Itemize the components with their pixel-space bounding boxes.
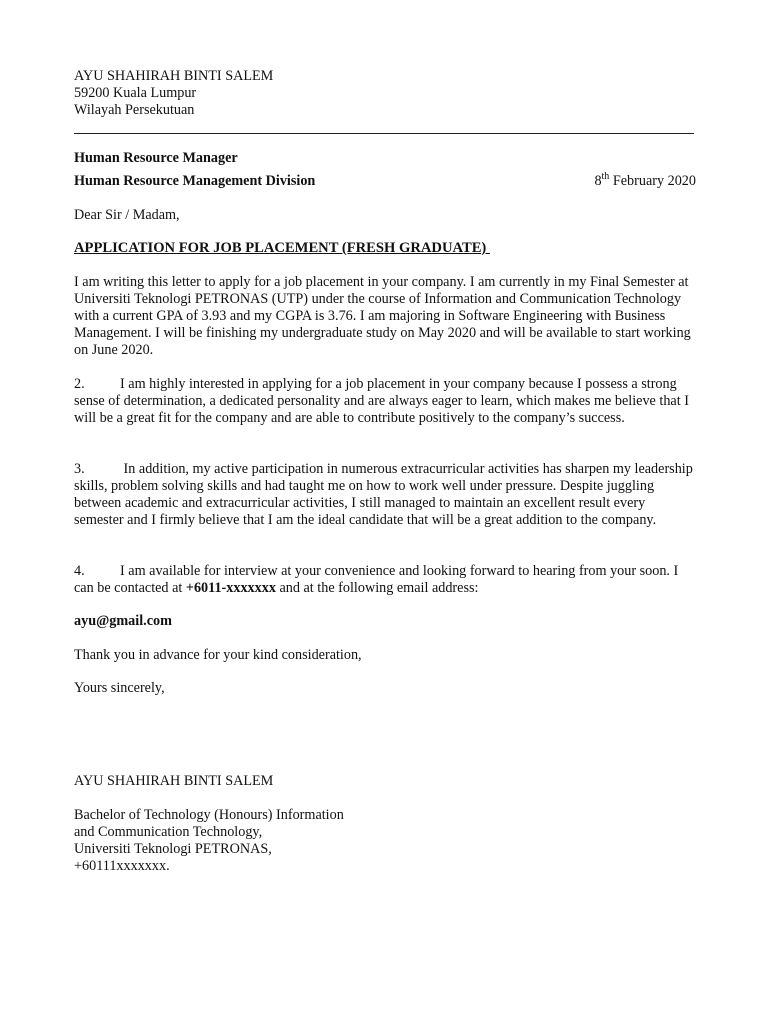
degree-line-2: and Communication Technology, — [74, 824, 263, 840]
paragraph-1: I am writing this letter to apply for a job placement in your company. I am currently in my Final Semester at Universiti Teknologi PETRONAS (UTP) under the course of Information and Communication Technology with a current GPA of 3.93 and my CGPA is 3.76. I am majoring in Software Engineering with Business Management. I will be finishing my undergraduate study on May 2020 and will be available to start working on June 2020. — [74, 274, 691, 358]
recipient-block — [74, 150, 696, 190]
signature-credentials — [74, 807, 344, 875]
sender-name: AYU SHAHIRAH BINTI SALEM — [74, 68, 274, 84]
date-day: 8 — [594, 173, 602, 189]
header-divider — [74, 133, 694, 134]
paragraph-2-text: I am highly interested in applying for a job placement in your company because I possess a strong sense of determination, a dedicated personality and are always eager to learn, which makes me believe that I will be a great fit for the company and are able to contribute positively to the company’s success. — [74, 376, 689, 426]
signature-phone: +60111xxxxxxx. — [74, 858, 170, 874]
contact-phone: +6011-xxxxxxx — [185, 580, 276, 596]
degree-line-1: Bachelor of Technology (Honours) Information — [74, 807, 344, 823]
paragraph-3-number: 3. — [74, 461, 85, 477]
sender-address-line2: Wilayah Persekutuan — [74, 102, 195, 118]
sender-address-line1: 59200 Kuala Lumpur — [74, 85, 197, 101]
paragraph-2 — [74, 376, 696, 427]
paragraph-2-number: 2. — [74, 376, 85, 392]
recipient-division: Human Resource Management Division — [74, 173, 316, 189]
paragraph-4 — [74, 563, 696, 597]
paragraph-4-number: 4. — [74, 563, 85, 579]
letter-date — [594, 173, 696, 190]
salutation: Dear Sir / Madam, — [74, 207, 180, 223]
subject-line: APPLICATION FOR JOB PLACEMENT (FRESH GRADUATE) — [74, 240, 490, 256]
signature-name: AYU SHAHIRAH BINTI SALEM — [74, 773, 274, 789]
sender-block — [74, 68, 273, 119]
university-name: Universiti Teknologi PETRONAS, — [74, 841, 272, 857]
thanks-line: Thank you in advance for your kind consideration, — [74, 647, 362, 663]
closing-line: Yours sincerely, — [74, 680, 165, 696]
date-month-year: February 2020 — [609, 173, 696, 189]
contact-email: ayu@gmail.com — [74, 613, 172, 629]
paragraph-3 — [74, 461, 696, 529]
recipient-title: Human Resource Manager — [74, 150, 238, 166]
paragraph-4-text-b: and at the following email address: — [275, 580, 479, 596]
paragraph-4-text-a: I am available for interview at your convenience and looking forward to hearing from your soon. I can be contacted at — [74, 563, 679, 596]
paragraph-3-text: In addition, my active participation in numerous extracurricular activities has sharpen my leadership skills, problem solving skills and had taught me on how to work well under pressure. Despite juggling between academic and extracurricular activities, I still managed to maintain an excellent result every semester and I firmly believe that I am the ideal candidate that will be a great addition to the company. — [74, 461, 693, 528]
date-suffix: th — [601, 171, 610, 182]
